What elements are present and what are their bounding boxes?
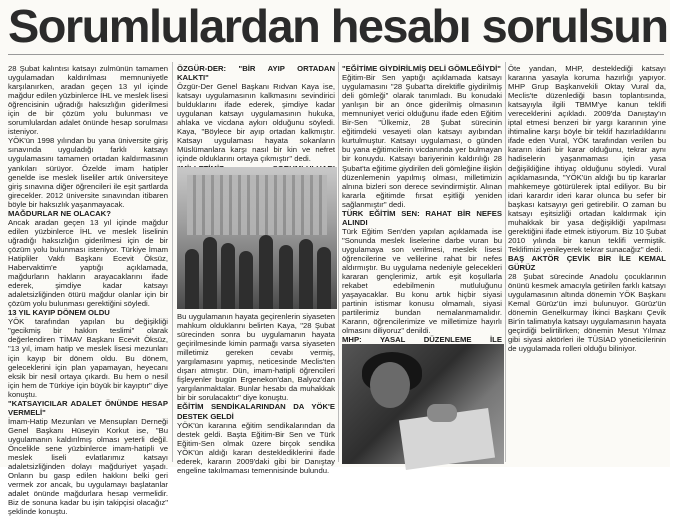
person-figure [279, 245, 293, 309]
article-column-2b [177, 312, 335, 475]
article-column-1 [8, 64, 168, 516]
subheading: ÖZGÜR-DER: "BİR AYIP ORTADAN KALKTI" [177, 64, 335, 83]
paragraph: Öte yandan, MHP, desteklediği katsayı kararına yasayla koruma hazırlığı yapıyor. MHP Grup Başkanvekili Oktay Vural da, Meclis'te düzenlediği basın toplantısında, katsayıyla ilgili TBMM'ye kanun teklifi vereceklerini açıkladı. 2009'da Danıştay'ın iptal etmesi benzeri bir yargı kararının yine ihtimaline karşı böyle bir teklif hazırladıklarını ifade eden Vural, YÖK tarafından verilen bu kararın idari bir karar olduğunu, tekrar aynı hadiselerin yaşanmaması için yasa değişikliğine ihtiyaç olduğunu söyledi. Vural açıklamasında, "YÖK'ün aldığı bu tip kararlar mahkemeye götürülerek iptal ediliyor. Bu bir idari karardır ideri karar olunca bu sefer bir başkası katsayıyı geri getirebilir. O zaman bu katsayı eşitsizliği ortadan kaldırmak için muhakkak bir yasa değişikliği yapılması gerektiğini ifade etmek istiyorum. Biz 10 Şubat 2010 yılında bir kanun teklifi vermiştik. Teklifimizi yenileyerek tekrar sunacağız" dedi. [508, 64, 666, 254]
subheading: "KATSAYICILAR ADALET ÖNÜNDE HESAP VERMELİ" [8, 398, 168, 417]
paragraph: 28 Şubat sürecinde Anadolu çocuklarının önünü kesmek amacıyla getirilen farklı katsayı uygulamasının altında dönemin YÖK Başkanı Kemal Gürüz'ün imzi bulunuyor. Gürüz'ün dönemin Genelkurmay İkinci Başkanı Çevik Bir'in talimatıyla katsayı uygulamasının hayata geçirdiği belirtilirken; dönemin Mesut Yılmaz gibi siyasi aktörleri ile TÜSİAD yöneticilerinin de uygulamada rolleri olduğu biliniyor. [508, 272, 666, 354]
person-figure [239, 251, 253, 309]
paragraph: Özgür-Der Genel Başkanı Rıdvan Kaya ise, katsayı uygulamasının kalkmasını sevindirici bulduklarını ifade ederek, şimdiye kadar uygulanan katsayı uygulamasının hukuka, ahlaka ve vicdana aykırı olduğunu söyledi. Kaya, "Böylece bir ayıp ortadan kalkmıştır. Katsayı uygulaması hayata sokanların Müslümanlara karşı nasıl bir kin ve nefret içinde olduklarını ortaya çıkmıştır" dedi. [177, 82, 335, 164]
person-figure [185, 249, 199, 309]
subheading: BAŞ AKTÖR ÇEVİK BİR İLE KEMAL GÜRÜZ [508, 253, 666, 273]
paragraph: İmam-Hatip Mezunları ve Mensupları Derneği Genel Başkanı Hüseyin Korkut ise, "Bu uygulamanın kaldırılmış olması yeterli değil. Öncelikle sene yüzbinlerce imam-hatipli ve meslek liseli evlatlarımız katsayı adaletsizliğinden dolayı mağduriyet yaşadı. Onların bu gasp edilen hakkını belki geri vermek zor ancak, bu uygulamayı başlatanlar adalet önünde mağdurlara hesap vermelidir. Biz de sonuna kadar bu işin takipçisi olacağız" şeklinde konuştu. [8, 416, 168, 516]
paragraph: YÖK'ün 1998 yılından bu yana üniversite giriş sınavında uyguladığı farklı katsayı uygulamasını tamamen ortadan kaldırmasının yankıları sürüyor. Özelde imam hatipler genelde ise meslek liseliler artık üniversiteye giriş sınavına diğer öğrencileri ile eşit şartlarda girecekler. 2012 üniversite sınavından itibaren böyle bir haksızlık yaşanmayacak. [8, 136, 168, 209]
paragraph: YÖK'ün kararına eğitim sendikalarından da destek geldi. Başta Eğitim-Bir Sen ve Türk Eğitim-Sen olmak üzere birçok sendika YÖK'ün aldığı kararı desteklediklerini ifade ederek, kararın 2009'daki gibi bir Danıştay engeline takılmaması temennisinde bulundu. [177, 420, 335, 475]
subheading: "EĞİTİME GİYDİRİLMİŞ DELİ GÖMLEĞİYDİ" [342, 64, 501, 73]
subheading: EĞİTİM SENDİKALARINDAN DA YÖK'E DESTEK GELDİ [177, 402, 335, 421]
hand-shape [427, 404, 457, 422]
column-divider [172, 62, 173, 462]
person-figure [299, 239, 313, 309]
paragraph: Eğitim-Bir Sen yaptığı açıklamada katsayı uygulamasını "28 Şubat'ta direktifle giydirilmiş deli gömleği" olarak tanımladı. Bu konudaki yanlışın bir an önce giderilmiş olmasının memnuniyet verici olduğunu ifade eden Eğitim Bir-Sen "Ülkemiz, 28 Şubat sürecinin eğitimdeki vesayeti olan katsayı ayıbından kurtulmuştur. Katsayı uygulaması, o günden bu yana eğitimcilerin vicdanında yer bulmayan bir konuydu. Katsayı bariyerinin kaldırılığı 28 Şubat'ta eğitime giydirilen deli gömleğine ilişkin düzenlemenin yapılmış olması, milletimizin alnına bizleri son derece sevindirmiştir. Alınan kararla eğitimde fırsat eşitliği yeniden sağlanmıştır" dedi. [342, 73, 502, 209]
building-shape [187, 175, 327, 235]
person-figure [259, 235, 273, 309]
person-figure [203, 237, 217, 309]
paragraph: Bu uygulamanın hayata geçirenlerin siyaseten mahkum olduklarını belirten Kaya, "28 Şubat sürecinden sonra bu uygulamanın hayata geçirilmesinde kimin parmağı varsa siyaseten milletimiz gereken cevabı vermiş, yargılamasını yapmış, neticesinde Meclis'ten dışarı atmıştır. Dün, imam-hatipli öğrencileri fişleyenler bugün Ergenekon'dan, Balyoz'dan yargılanmaktalar. Bunlar hesabı da muhakkak bir bir sorulacaktır" diye konuştu. [177, 312, 335, 403]
column-divider [505, 62, 506, 462]
subheading: TÜRK EĞİTİM SEN: RAHAT BİR NEFES ALINDI [342, 208, 502, 227]
subheading: MHP: YASAL DÜZENLEME İLE [342, 335, 502, 345]
protest-photo [177, 167, 337, 309]
person-figure [221, 243, 235, 309]
headline-rule [8, 54, 664, 55]
paragraph: Türk Eğitim Sen'den yapılan açıklamada ise "Sonunda meslek liselerine darbe vuran bu uygulamaya son verilmesi, meslek lisesi öğrencilerine ve velilerine rahat bir nefes aldırmıştır. Bu uygulama nedeniyle gelecekleri kararan gençlerimiz, artık eşit koşullarla rekabet edebilmenin mutluluğunu yaşayacaklar. Bu konu artık hiçbir siyasi partinin istismar konusu olmamalı, siyasi partilerimiz bundan nemalanmamalıdır. Kararın, öğrencilerimize ve milletimize hayırlı olmasını diliyoruz" denildi. [342, 226, 502, 336]
paragraph: 28 Şubat kalıntısı katsayı zulmünün tamamen uygulamadan kaldırılması memnuniyetle karşılanırken, aradan geçen 13 yıl içinde mağdur edilen yüzbinlerce İHL ve meslek lisesi öğrencisinin uğradığı haksızlığın giderilmesi için de bir çözüm yolu bulunması ve sorumlulardan adalet önünde hesap sorulması isteniyor. [8, 64, 168, 137]
student-photo [342, 344, 504, 464]
person-figure [317, 247, 331, 309]
subheading: 13 YIL KAYIP DÖNEM OLDU [8, 308, 110, 318]
face-shape [370, 362, 410, 408]
headline: Sorumlulardan hesabı sorulsun [8, 0, 668, 52]
paragraph: YÖK tarafından yapılan bu değişikliği "gecikmiş bir hakkın teslimi" olarak değerlendiren TİMAV Başkanı Ecevit Öksüz, "13 yıl, imam hatip ve meslek lisesi mezunları için kayıp bir dönem oldu. Bu dönem, geleceklerini için plan yapamayan, heyecanı eksik bir nesil ortaya çıkardı. Bu hem o nesil için hem de Türkiye için büyük bir kayıptır" diye konuştu. [8, 317, 168, 399]
subheading: MAĞDURLAR NE OLACAK? [8, 208, 111, 218]
article-column-4 [508, 64, 666, 384]
paragraph: Ancak aradan geçen 13 yıl içinde mağdur edilen yüzbinlerce İHL ve meslek liselinin uğradığı haksızlığın giderilmesi için de bir çözüm yolu bulunması isteniyor. Türkiye İmam Hatipliler Vakfı Başkanı Ecevit Öksüz, Habervaktim'e yaptığı açıklamada, mağdurların hakların arayacaklarını ifade ederek, şimdiye kadar katsayı adaletsizliğinden ötürü mağdur olanlar için bir çözüm yolu bulunması gerektiğini söyledi. [8, 217, 168, 309]
column-divider [338, 62, 339, 462]
